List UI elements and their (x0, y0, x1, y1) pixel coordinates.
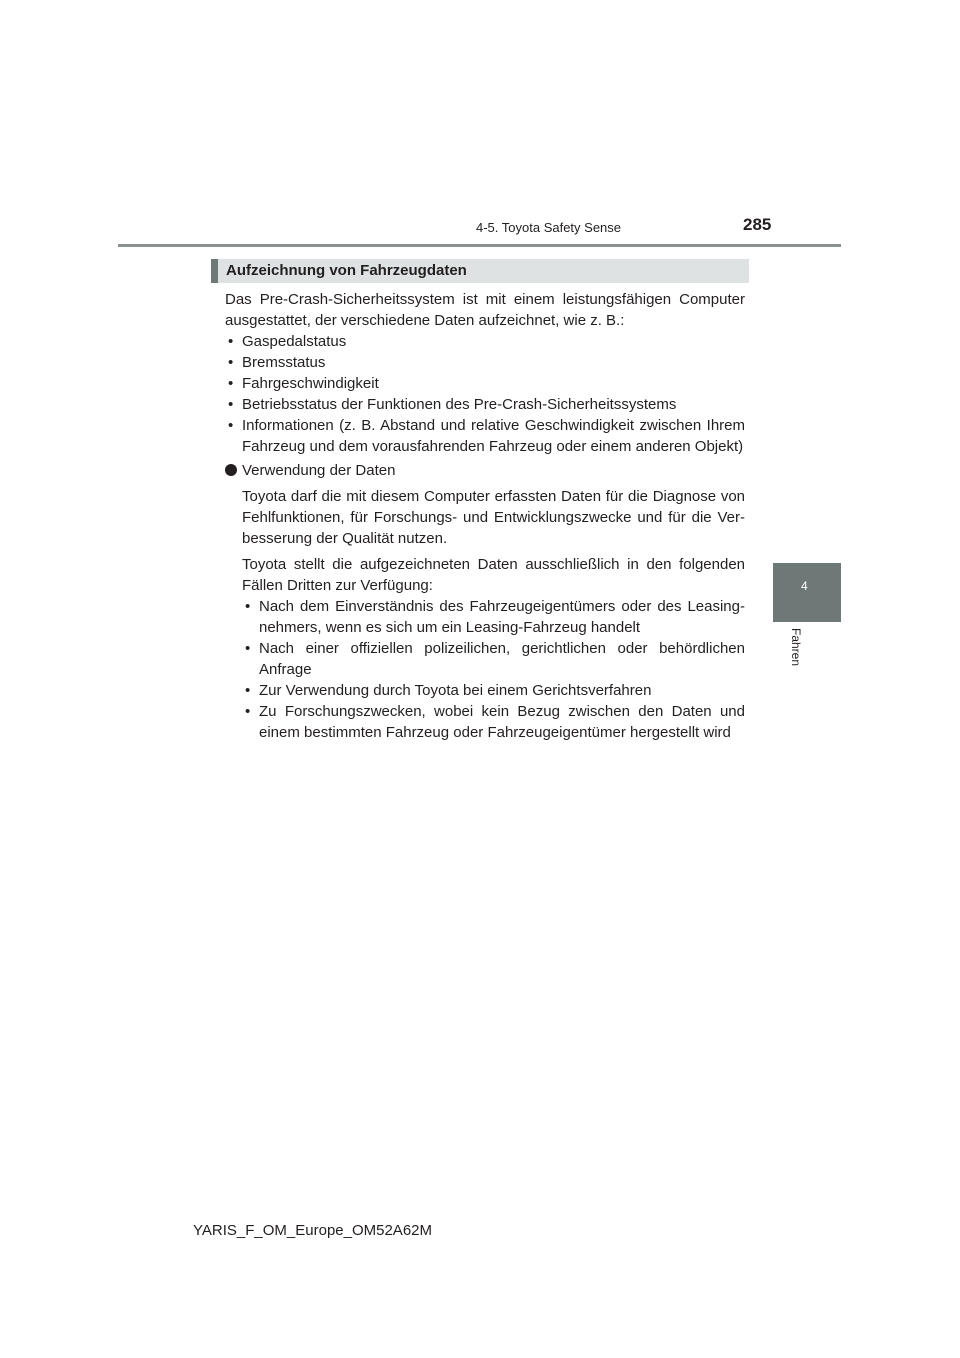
data-usage-paragraph-1: Toyota darf die mit diesem Computer erfassten Daten für die Diagnose von Fehlfunktionen, für Forschungs- und Entwicklungszwecke und für die Ver-besserung der Qualität nutzen. (242, 488, 745, 547)
list-item: • Zur Verwendung durch Toyota bei einem Gerichtsverfahren (242, 680, 745, 701)
intro-paragraph: Das Pre-Crash-Sicherheitssystem ist mit einem leistungsfähigen Computer ausgestattet, der verschiedene Daten aufzeichnet, wie z. B.: (225, 291, 745, 329)
chapter-label: Fahren (789, 628, 803, 667)
list-item: • Informationen (z. B. Abstand und relative Geschwindigkeit zwischen Ihrem Fahrzeug und dem vorausfahrenden Fahrzeug oder einem anderen Objekt) (225, 415, 745, 457)
chapter-tab (773, 563, 841, 622)
header-section-title: 4-5. Toyota Safety Sense (476, 220, 622, 235)
list-item: • Nach einer offiziellen polizeilichen, gerichtlichen oder behördlichen Anfrage (242, 638, 745, 680)
data-usage-paragraph-2: Toyota stellt die aufgezeichneten Daten ausschließlich in den folgenden Fällen Dritten zur Verfügung: (242, 556, 745, 594)
footer-document-id: YARIS_F_OM_Europe_OM52A62M (193, 1222, 432, 1239)
list-item: • Gaspedalstatus (225, 331, 745, 352)
third-party-cases-list (242, 596, 745, 743)
list-item: • Betriebsstatus der Funktionen des Pre-Crash-Sicherheitssystems (225, 394, 745, 415)
list-item: • Nach dem Einverständnis des Fahrzeugeigentümers oder des Leasing-nehmers, wenn es sich um ein Leasing-Fahrzeug handelt (242, 596, 745, 638)
main-content (225, 289, 745, 743)
data-usage-heading (225, 460, 745, 481)
header-divider (118, 244, 841, 247)
list-item: • Bremsstatus (225, 352, 745, 373)
heading-marker (211, 259, 218, 283)
list-item: • Zu Forschungszwecken, wobei kein Bezug zwischen den Daten und einem bestimmten Fahrzeug oder Fahrzeugeigentümer hergestellt wird (242, 701, 745, 743)
chapter-number: 4 (801, 579, 808, 593)
section-heading-text: Aufzeichnung von Fahrzeugdaten (226, 262, 467, 279)
data-usage-body (225, 486, 745, 743)
filled-circle-icon (225, 464, 237, 476)
recorded-items-list (225, 331, 745, 457)
list-item: • Fahrgeschwindigkeit (225, 373, 745, 394)
page-number: 285 (743, 215, 772, 234)
data-usage-heading-text: Verwendung der Daten (242, 462, 396, 479)
section-heading (211, 259, 749, 283)
